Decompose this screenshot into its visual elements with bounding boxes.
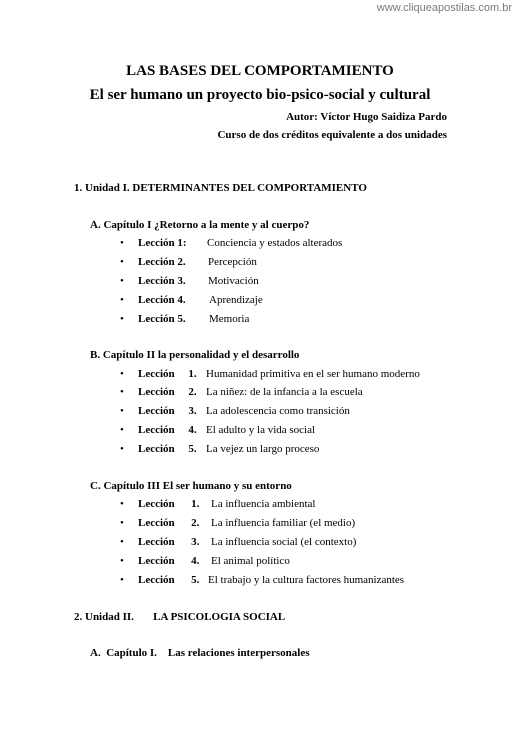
list-item xyxy=(120,237,343,249)
unit-1-heading: 1. Unidad I. DETERMINANTES DEL COMPORTAMIENTO xyxy=(74,182,367,194)
lesson-name: Lección 5. xyxy=(138,313,186,325)
lesson-name: Lección 3. xyxy=(138,405,197,417)
lesson-name: Lección 3. xyxy=(138,275,186,287)
document-subtitle: El ser humano un proyecto bio-psico-social y cultural xyxy=(89,87,431,103)
lesson-text: La niñez: de la infancia a la escuela xyxy=(206,386,363,398)
list-item xyxy=(120,424,316,436)
lesson-text: Memoria xyxy=(209,313,250,325)
bullet-icon: • xyxy=(120,517,124,529)
lesson-name: Lección 1. xyxy=(138,368,197,380)
watermark-text: www.cliqueapostilas.com.br xyxy=(376,2,512,14)
list-item xyxy=(120,275,259,287)
chapter-1b-heading: B. Capítulo II la personalidad y el desarrollo xyxy=(90,349,300,361)
bullet-icon: • xyxy=(120,574,124,586)
lesson-name: Lección 2. xyxy=(138,517,200,529)
lesson-name: Lección 4. xyxy=(138,555,200,567)
lesson-text: El adulto y la vida social xyxy=(206,424,316,436)
lesson-text: El trabajo y la cultura factores humanizantes xyxy=(208,574,405,586)
lesson-name: Lección 4. xyxy=(138,424,197,436)
bullet-icon: • xyxy=(120,555,124,567)
lesson-text: La influencia ambiental xyxy=(211,498,316,510)
bullet-icon: • xyxy=(120,275,124,287)
bullet-icon: • xyxy=(120,443,124,455)
lesson-text: Aprendizaje xyxy=(209,294,263,306)
lesson-text: La influencia familiar (el medio) xyxy=(211,517,356,529)
list-item xyxy=(120,368,420,380)
bullet-icon: • xyxy=(120,237,124,249)
bullet-icon: • xyxy=(120,386,124,398)
bullet-icon: • xyxy=(120,294,124,306)
unit-2-heading: 2. Unidad II. LA PSICOLOGIA SOCIAL xyxy=(74,611,286,623)
lesson-name: Lección 1. xyxy=(138,498,200,510)
list-item xyxy=(120,256,257,268)
lesson-name: Lección 5. xyxy=(138,574,200,586)
list-item xyxy=(120,555,290,567)
lesson-name: Lección 5. xyxy=(138,443,197,455)
bullet-icon: • xyxy=(120,256,124,268)
list-item xyxy=(120,386,363,398)
lesson-name: Lección 3. xyxy=(138,536,200,548)
chapter-1c-heading: C. Capítulo III El ser humano y su entorno xyxy=(90,480,292,492)
list-item xyxy=(120,574,405,586)
chapter-2a-heading: A. Capítulo I. Las relaciones interpersonales xyxy=(90,647,310,659)
lesson-name: Lección 1: xyxy=(138,237,187,249)
list-item xyxy=(120,536,357,548)
lesson-text: Motivación xyxy=(208,275,259,287)
bullet-icon: • xyxy=(120,424,124,436)
list-item xyxy=(120,294,263,306)
bullet-icon: • xyxy=(120,498,124,510)
lesson-text: Percepción xyxy=(208,256,257,268)
lesson-text: La adolescencia como transición xyxy=(206,405,350,417)
list-item xyxy=(120,405,350,417)
list-item xyxy=(120,498,316,510)
author-line: Autor: Víctor Hugo Saidiza Pardo xyxy=(286,111,447,123)
lesson-text: Conciencia y estados alterados xyxy=(207,237,343,249)
bullet-icon: • xyxy=(120,313,124,325)
chapter-1a-heading: A. Capítulo I ¿Retorno a la mente y al cuerpo? xyxy=(90,219,310,231)
bullet-icon: • xyxy=(120,536,124,548)
lesson-text: La vejez un largo proceso xyxy=(206,443,320,455)
lesson-name: Lección 2. xyxy=(138,256,186,268)
list-item xyxy=(120,443,320,455)
bullet-icon: • xyxy=(120,405,124,417)
course-line: Curso de dos créditos equivalente a dos unidades xyxy=(217,129,447,141)
document-title: LAS BASES DEL COMPORTAMIENTO xyxy=(126,63,394,79)
bullet-icon: • xyxy=(120,368,124,380)
lesson-text: Humanidad primitiva en el ser humano moderno xyxy=(206,368,420,380)
lesson-text: El animal político xyxy=(211,555,290,567)
list-item xyxy=(120,313,250,325)
lesson-name: Lección 4. xyxy=(138,294,186,306)
lesson-name: Lección 2. xyxy=(138,386,197,398)
list-item xyxy=(120,517,356,529)
lesson-text: La influencia social (el contexto) xyxy=(211,536,357,548)
